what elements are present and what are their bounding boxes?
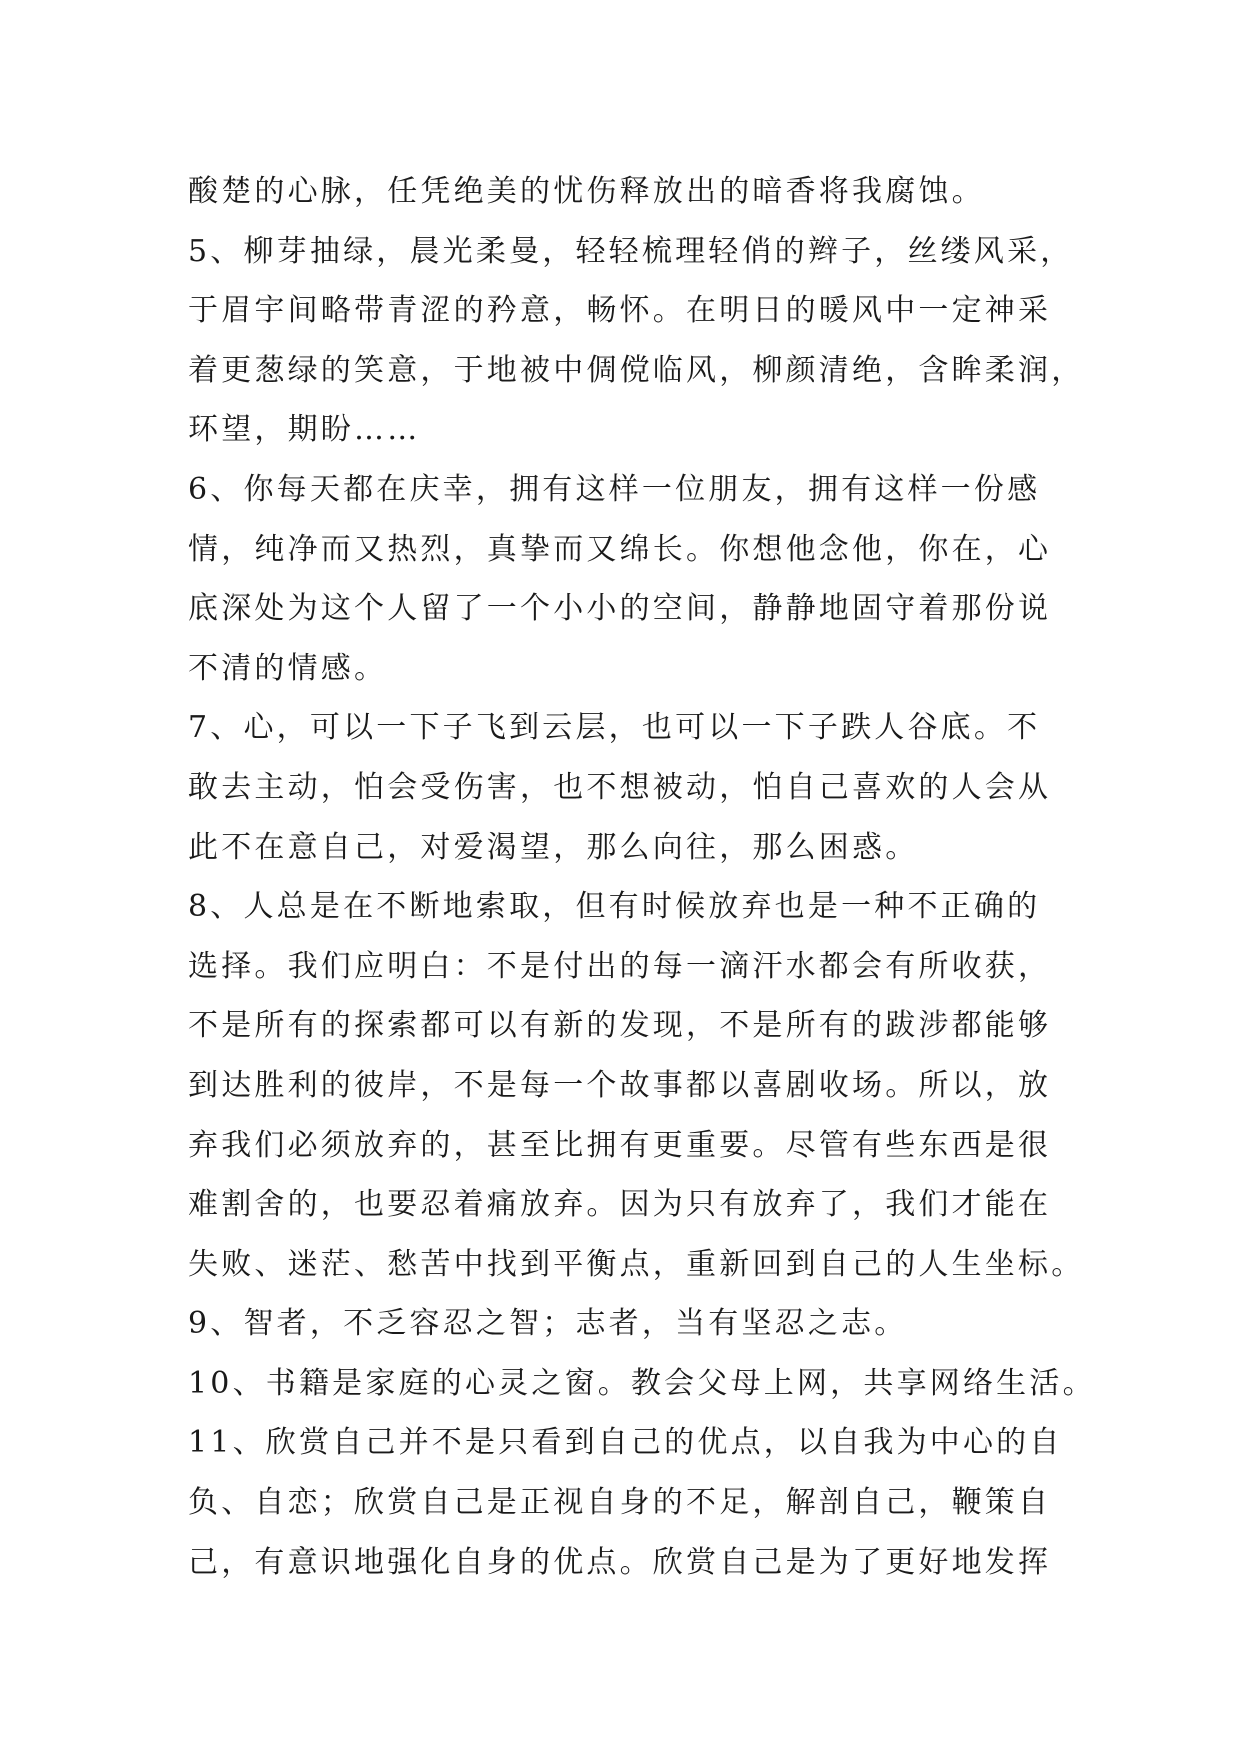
text-line: 情，纯净而又热烈，真挚而又绵长。你想他念他，你在，心 xyxy=(188,531,1052,567)
text-line: 选择。我们应明白：不是付出的每一滴汗水都会有所收获， xyxy=(188,948,1052,984)
text-line: 己，有意识地强化自身的优点。欣赏自己是为了更好地发挥 xyxy=(188,1544,1052,1580)
text-line: 6、你每天都在庆幸，拥有这样一位朋友，拥有这样一份感 xyxy=(188,471,1041,507)
text-line: 环望，期盼…… xyxy=(188,412,421,448)
text-line: 7、心，可以一下子飞到云层，也可以一下子跌人谷底。不 xyxy=(188,710,1041,746)
text-line: 负、自恋；欣赏自己是正视自身的不足，解剖自己，鞭策自 xyxy=(188,1485,1052,1521)
text-line: 于眉宇间略带青涩的矜意，畅怀。在明日的暖风中一定神采 xyxy=(188,293,1052,329)
text-line: 到达胜利的彼岸，不是每一个故事都以喜剧收场。所以，放 xyxy=(188,1067,1052,1103)
text-line: 9、智者，不乏容忍之智；志者，当有坚忍之志。 xyxy=(188,1306,908,1342)
text-line: 10、书籍是家庭的心灵之窗。教会父母上网，共享网络生活。 xyxy=(188,1365,1096,1401)
text-line: 底深处为这个人留了一个小小的空间，静静地固守着那份说 xyxy=(188,591,1052,627)
text-line: 5、柳芽抽绿，晨光柔曼，轻轻梳理轻俏的辫子，丝缕风采， xyxy=(188,233,1074,269)
body-text xyxy=(188,162,1096,1592)
text-line: 不是所有的探索都可以有新的发现，不是所有的跋涉都能够 xyxy=(188,1008,1052,1044)
text-line: 弃我们必须放弃的，甚至比拥有更重要。尽管有些东西是很 xyxy=(188,1127,1052,1163)
text-line: 敢去主动，怕会受伤害，也不想被动，怕自己喜欢的人会从 xyxy=(188,769,1052,805)
text-line: 不清的情感。 xyxy=(188,650,388,686)
text-line: 此不在意自己，对爱渴望，那么向往，那么困惑。 xyxy=(188,829,919,865)
text-line: 难割舍的，也要忍着痛放弃。因为只有放弃了，我们才能在 xyxy=(188,1187,1052,1223)
text-line: 11、欣赏自己并不是只看到自己的优点，以自我为中心的自 xyxy=(188,1425,1063,1461)
text-line: 8、人总是在不断地索取，但有时候放弃也是一种不正确的 xyxy=(188,889,1041,925)
text-line: 着更葱绿的笑意，于地被中倜傥临风，柳颜清绝，含眸柔润， xyxy=(188,352,1085,388)
text-line: 酸楚的心脉，任凭绝美的忧伤释放出的暗香将我腐蚀。 xyxy=(188,174,985,209)
text-line: 失败、迷茫、愁苦中找到平衡点，重新回到自己的人生坐标。 xyxy=(188,1246,1085,1282)
